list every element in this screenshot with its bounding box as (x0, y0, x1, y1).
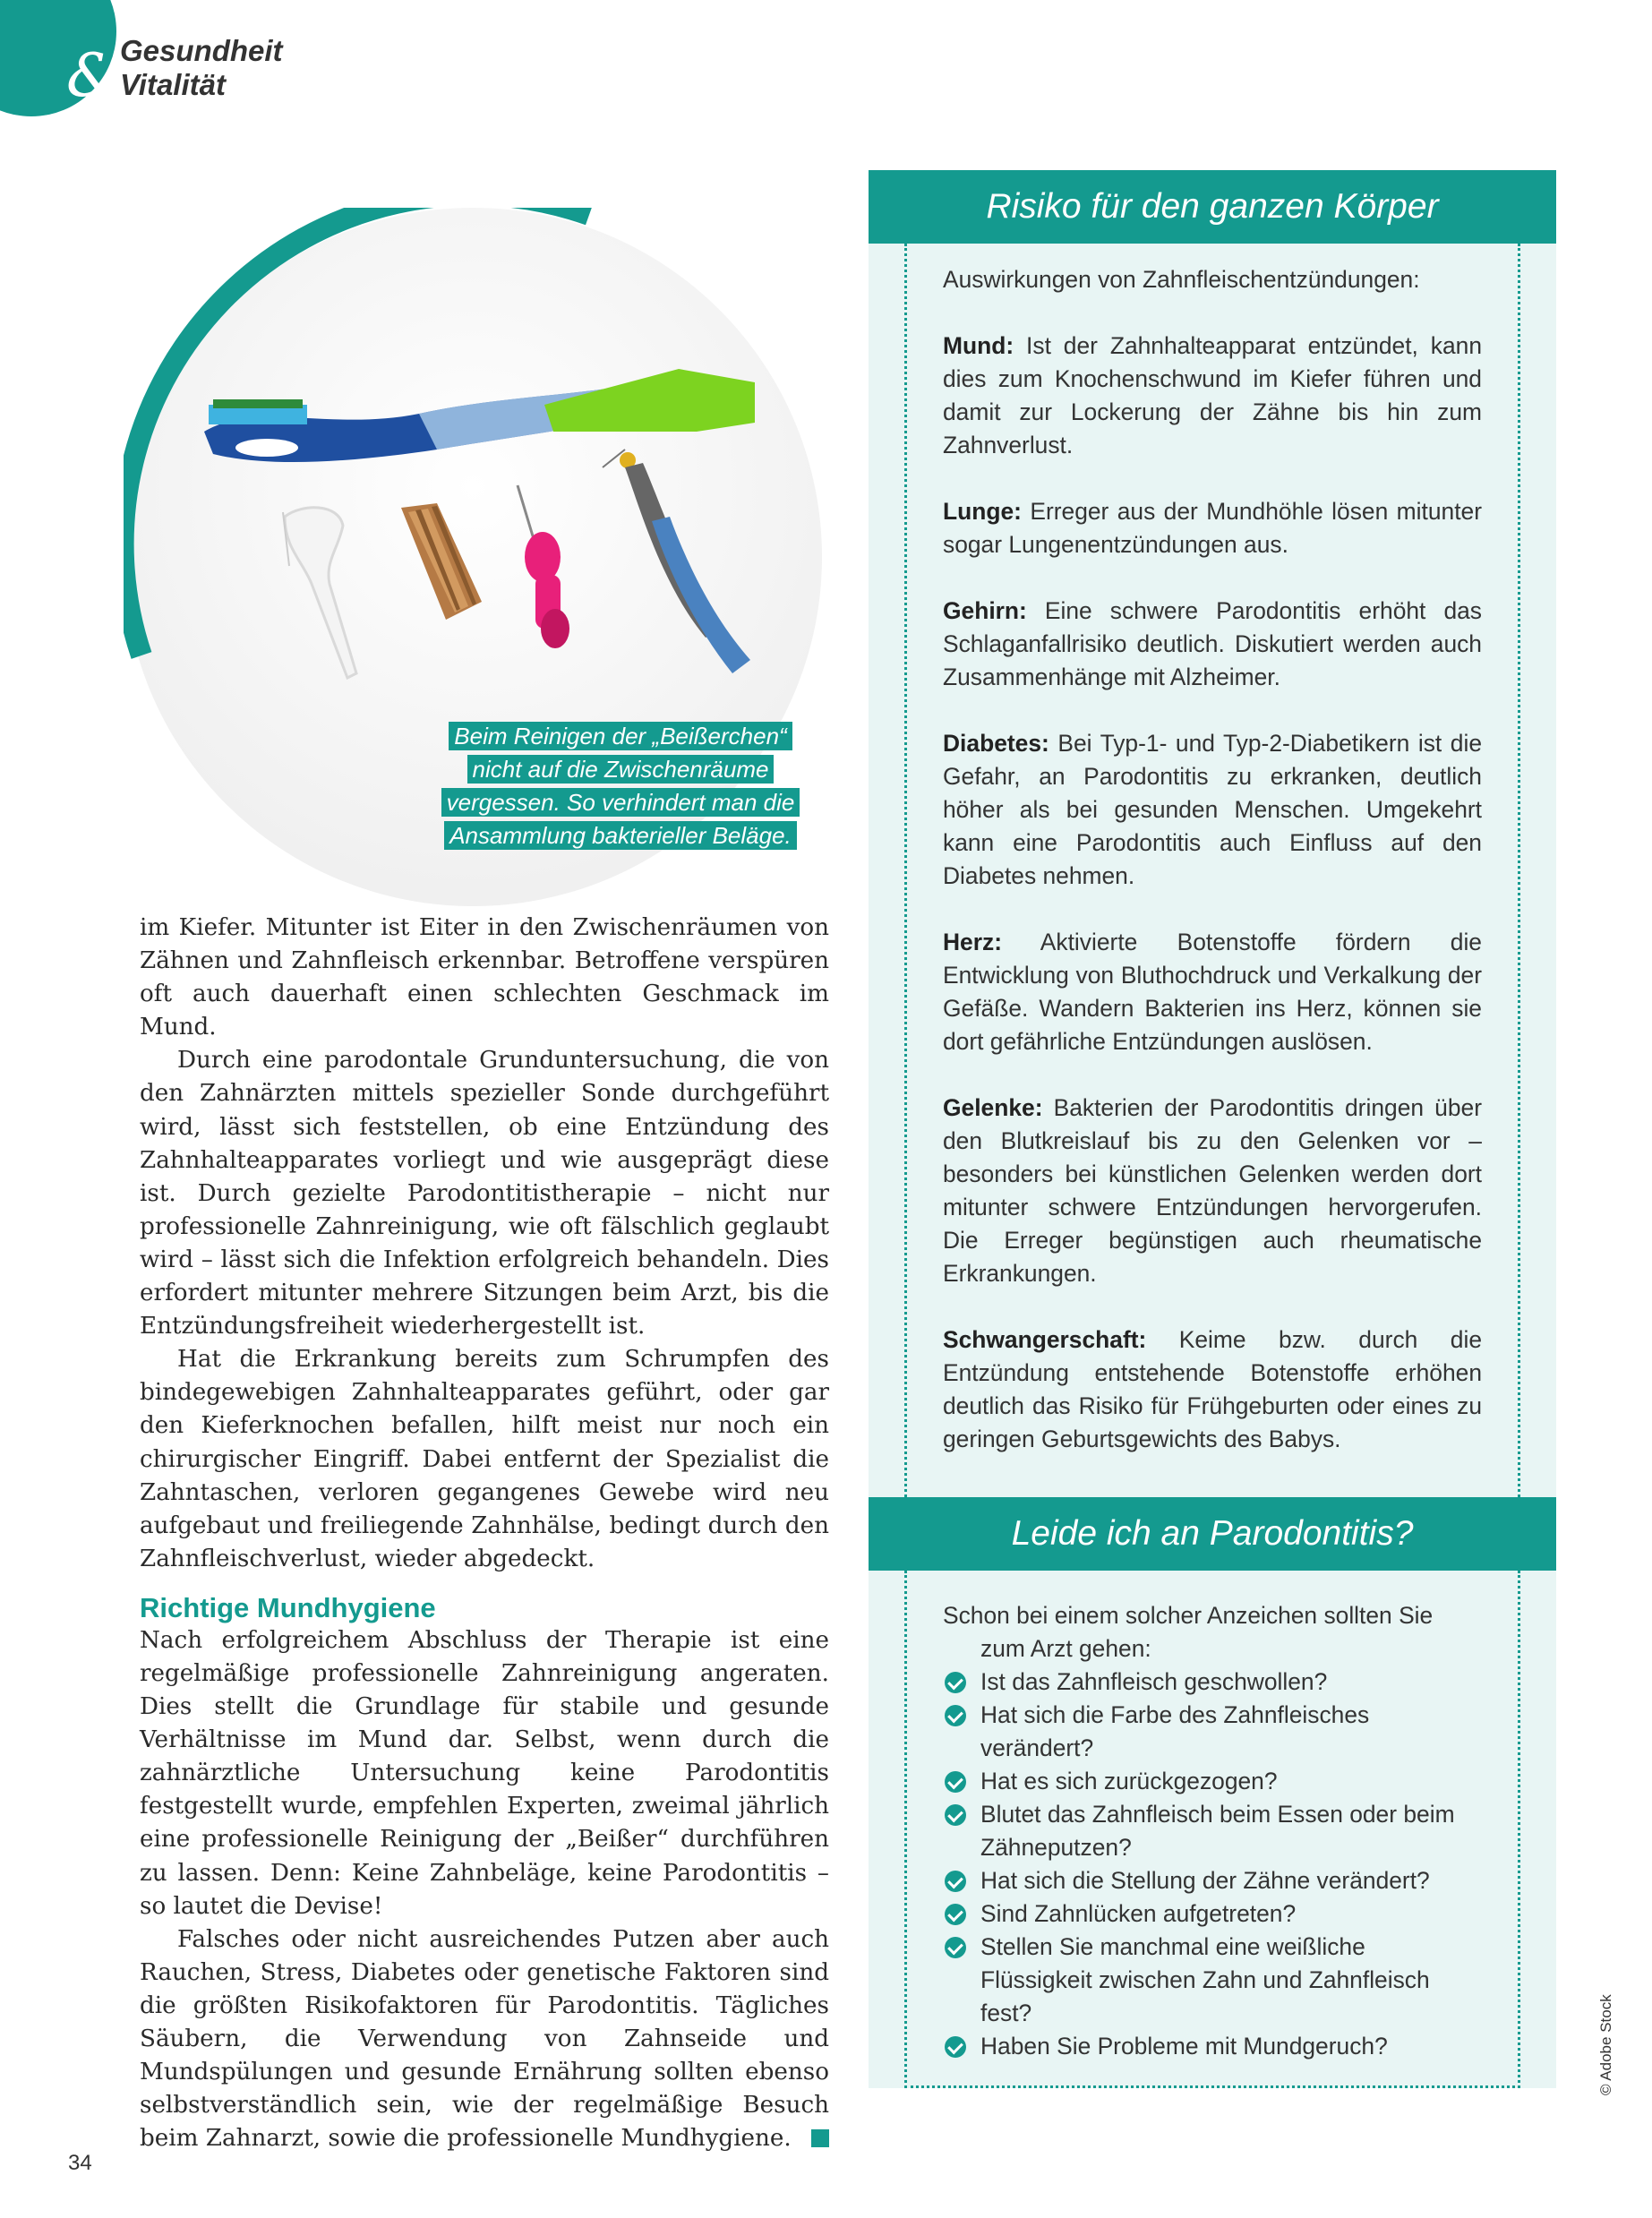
caption-line: vergessen. So verhindert man die (441, 788, 800, 817)
symptom-intro-line: zum Arzt gehen: (980, 1635, 1151, 1662)
checklist-item (943, 1699, 1482, 1765)
checklist-item-text: Stellen Sie manchmal eine weißliche Flüssigkeit zwischen Zahn und Zahnfleisch fest? (980, 1933, 1430, 2026)
risk-item-term: Mund: (943, 332, 1014, 359)
checklist-item-text: Hat sich die Stellung der Zähne verändert? (980, 1867, 1430, 1894)
check-circle-icon (945, 1771, 966, 1793)
risk-item-term: Gelenke: (943, 1094, 1043, 1121)
risk-item-text: Aktivierte Botenstoffe fördern die Entwicklung von Bluthochdruck und Verkalkung der Gefäße. Wandern Bakterien ins Herz, können sie dort gefährliche Entzündungen auslösen. (943, 929, 1482, 1055)
risk-item-text: Keime bzw. durch die Entzündung entstehende Botenstoffe erhöhen deutlich das Risiko für Frühgeburten oder eines zu geringen Geburtsgewichts des Babys. (943, 1326, 1482, 1452)
page-number: 34 (68, 2151, 92, 2175)
risk-item-text: Eine schwere Parodontitis erhöht das Schlaganfallrisiko deutlich. Diskutiert werden auch Zusammenhänge mit Alzheimer. (943, 597, 1482, 690)
risk-item (943, 926, 1482, 1058)
risk-item (943, 495, 1482, 561)
risk-box-body (904, 244, 1520, 1497)
article-paragraph: im Kiefer. Mitunter ist Eiter in den Zwischenräumen von Zähnen und Zahnfleisch erkennbar. Betroffene verspüren oft auch dauerhaft einen schlechten Geschmack im Mund. (140, 914, 829, 1041)
risk-item-text: Erreger aus der Mundhöhle lösen mitunter sogar Lungenentzündungen aus. (943, 498, 1482, 558)
risk-item-text: Bei Typ-1- und Typ-2-Diabetikern ist die Gefahr, an Parodontitis zu erkranken, deutlich höher als bei gesunden Menschen. Umgekehrt kann eine Parodontitis auch Einfluss auf den Diabetes nehmen. (943, 730, 1482, 889)
article-paragraph: Durch eine parodontale Grunduntersuchung, die von den Zahnärzten mittels spezieller Sonde durchgeführt wird, lässt sich feststellen, ob eine Entzündung des Zahnhalteapparates vorliegt und wie ausgeprägt diese ist. Durch gezielte Parodontitistherapie – nicht nur professionelle Zahnreinigung, wie oft fälschlich geglaubt wird – lässt sich die Infektion erfolgreich behandeln. Dies erfordert mitunter mehrere Sitzungen beim Arzt, bis die Entzündungsfreiheit wiederhergestellt ist. (140, 1047, 829, 1340)
check-circle-icon (945, 2036, 966, 2058)
article-paragraph: Nach erfolgreichem Abschluss der Therapie ist eine regelmäßige professionelle Zahnreinigung angeraten. Dies stellt die Grundlage für stabile und gesunde Verhältnisse im Mund dar. Selbst, wenn durch die zahnärztliche Untersuchung keine Parodontitis festgestellt wurde, empfehlen Experten, zweimal jährlich eine professionelle Reinigung der „Beißer“ durchführen zu lassen. Denn: Keine Zahnbeläge, keine Parodontitis – so lautet die Devise! (140, 1626, 829, 1920)
article-paragraph (140, 1923, 829, 2156)
risk-item-term: Gehirn: (943, 597, 1027, 624)
logo-line-1: Gesundheit (120, 34, 283, 67)
risk-box-intro: Auswirkungen von Zahnfleischentzündungen: (943, 266, 1420, 293)
symptom-info-box (869, 1497, 1556, 2088)
risk-item-term: Lunge: (943, 498, 1022, 525)
risk-item (943, 595, 1482, 694)
caption-line: nicht auf die Zwischenräume (467, 755, 775, 784)
check-circle-icon (945, 1937, 966, 1958)
checklist-item (943, 1765, 1482, 1798)
risk-item-term: Schwangerschaft: (943, 1326, 1147, 1353)
risk-item-term: Herz: (943, 929, 1002, 955)
symptom-intro-line: Schon bei einem solcher Anzeichen sollten Sie (943, 1602, 1434, 1629)
checklist-item (943, 1897, 1482, 1931)
risk-info-box (869, 170, 1556, 1497)
check-circle-icon (945, 1871, 966, 1892)
caption-line: Beim Reinigen der „Beißerchen“ (449, 722, 792, 750)
photo-credit: © Adobe Stock (1597, 1994, 1614, 2095)
checklist-item-text: Sind Zahnlücken aufgetreten? (980, 1900, 1297, 1927)
checklist-item (943, 1666, 1482, 1699)
checklist-item (943, 1864, 1482, 1897)
symptom-box-title: Leide ich an Parodontitis? (869, 1497, 1556, 1571)
checklist-item (943, 1798, 1482, 1864)
checklist-item (943, 1931, 1482, 2030)
check-circle-icon (945, 1705, 966, 1726)
checklist-item (943, 2030, 1482, 2063)
checklist-item-text: Hat sich die Farbe des Zahnfleisches verändert? (980, 1701, 1370, 1761)
risk-item (943, 727, 1482, 893)
risk-item (943, 1323, 1482, 1456)
check-circle-icon (945, 1904, 966, 1925)
checklist-item-text: Haben Sie Probleme mit Mundgeruch? (980, 2033, 1388, 2060)
symptom-box-intro (943, 1599, 1482, 1666)
check-circle-icon (945, 1672, 966, 1693)
end-mark-icon (811, 2129, 829, 2147)
symptom-box-body (904, 1571, 1520, 2088)
risk-item-term: Diabetes: (943, 730, 1049, 757)
risk-item (943, 1092, 1482, 1290)
section-logo (120, 34, 283, 102)
logo-ampersand: & (66, 41, 119, 110)
checklist-item-text: Hat es sich zurückgezogen? (980, 1768, 1278, 1794)
risk-item (943, 330, 1482, 462)
article-paragraph: Hat die Erkrankung bereits zum Schrumpfen des bindegewebigen Zahnhalteapparates geführt, oder gar den Kieferknochen befallen, hilft meist nur noch ein chirurgischer Eingriff. Dabei entfernt der Spezialist die Zahntaschen, verloren gegangenes Gewebe wird neu aufgebaut und freiliegende Zahnhälse, bedingt durch den Zahnfleischverlust, wieder abgedeckt. (140, 1346, 829, 1572)
caption-line: Ansammlung bakterieller Beläge. (444, 821, 797, 850)
article-subheading: Richtige Mundhygiene (140, 1591, 436, 1623)
risk-box-title: Risiko für den ganzen Körper (869, 170, 1556, 244)
logo-line-2: Vitalität (120, 68, 226, 101)
photo-caption (428, 720, 813, 852)
checklist-item-text: Blutet das Zahnfleisch beim Essen oder beim Zähneputzen? (980, 1801, 1455, 1861)
risk-item-text: Bakterien der Parodontitis dringen über den Blutkreislauf bis zu den Gelenken vor – besonders bei künstlichen Gelenken werden dort mitunter schwere Entzündungen hervorgerufen. Die Erreger begünstigen auch rheumatische Erkrankungen. (943, 1094, 1482, 1287)
symptom-checklist (943, 1666, 1482, 2063)
risk-item-text: Ist der Zahnhalteapparat entzündet, kann dies zum Knochenschwund im Kiefer führen und damit zur Lockerung der Zähne bis hin zum Zahnverlust. (943, 332, 1482, 458)
article-body (140, 912, 829, 2155)
check-circle-icon (945, 1804, 966, 1826)
article-paragraph-text: Falsches oder nicht ausreichendes Putzen aber auch Rauchen, Stress, Diabetes oder genetische Faktoren sind die größten Risikofaktoren für Parodontitis. Tägliches Säubern, die Verwendung von Zahnseide und Mundspülungen und gesunde Ernährung sollten ebenso selbstverständlich sein, wie der regelmäßige Besuch beim Zahnarzt, sowie die professionelle Mundhygiene. (140, 1925, 829, 2153)
checklist-item-text: Ist das Zahnfleisch geschwollen? (980, 1668, 1328, 1695)
